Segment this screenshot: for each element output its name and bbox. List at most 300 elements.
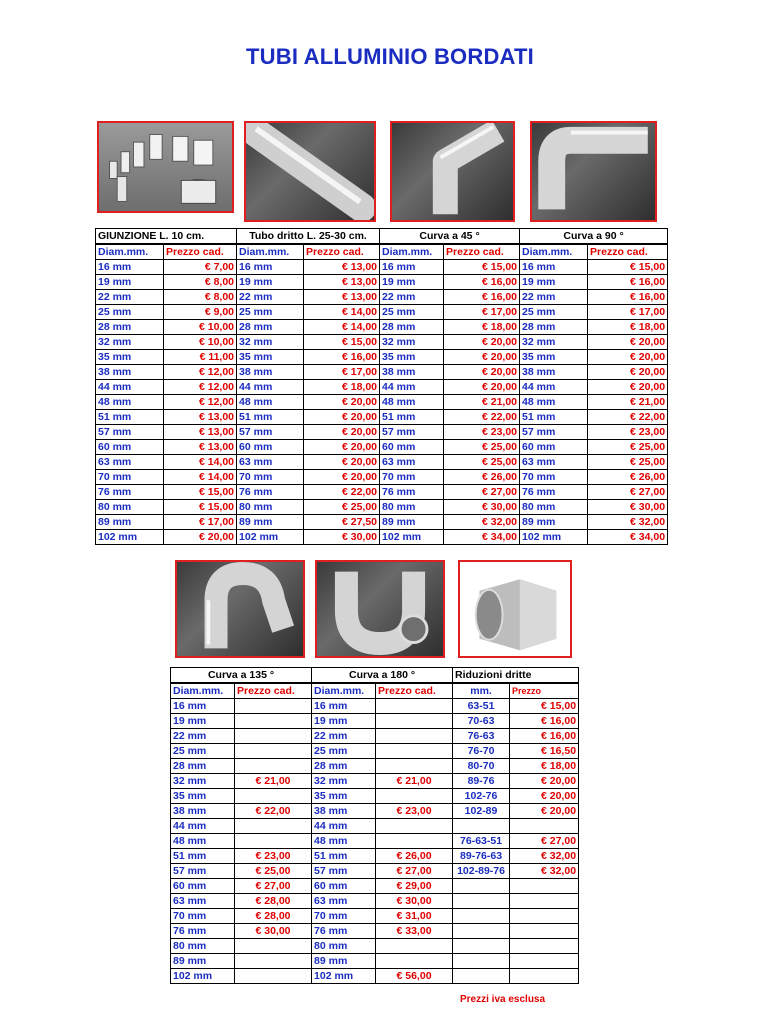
price-cell: € 18,00 xyxy=(444,320,520,335)
subheader-diam: Diam.mm. xyxy=(237,244,304,260)
price-cell: € 20,00 xyxy=(444,380,520,395)
diameter-cell: 19 mm xyxy=(237,275,304,290)
diameter-cell: 57 mm xyxy=(380,425,444,440)
price-cell: € 26,00 xyxy=(444,470,520,485)
price-cell: € 20,00 xyxy=(304,395,380,410)
price-cell xyxy=(235,789,312,804)
reduction-size-cell: 102-76 xyxy=(453,789,510,804)
price-cell: € 15,00 xyxy=(588,260,668,275)
reduction-price-cell: € 15,00 xyxy=(510,699,579,714)
diameter-cell: 48 mm xyxy=(171,834,235,849)
diameter-cell: 80 mm xyxy=(312,939,376,954)
reduction-size-cell: 102-89-76 xyxy=(453,864,510,879)
table-row xyxy=(171,714,579,729)
price-cell xyxy=(235,939,312,954)
price-cell xyxy=(235,834,312,849)
table-row xyxy=(171,699,579,714)
vat-note: Prezzi iva esclusa xyxy=(460,994,546,1005)
reduction-price-cell xyxy=(510,924,579,939)
diameter-cell: 25 mm xyxy=(312,744,376,759)
diameter-cell: 102 mm xyxy=(520,530,588,545)
price-cell: € 11,00 xyxy=(164,350,237,365)
price-cell xyxy=(376,759,453,774)
diameter-cell: 25 mm xyxy=(171,744,235,759)
subheader-price: Prezzo cad. xyxy=(235,683,312,699)
reduction-price-cell: € 20,00 xyxy=(510,774,579,789)
price-cell: € 26,00 xyxy=(376,849,453,864)
price-cell xyxy=(376,819,453,834)
table-row xyxy=(171,774,579,789)
table-row xyxy=(96,275,668,290)
diameter-cell: 16 mm xyxy=(380,260,444,275)
subheader-price: Prezzo cad. xyxy=(304,244,380,260)
diameter-cell: 102 mm xyxy=(380,530,444,545)
diameter-cell: 76 mm xyxy=(312,924,376,939)
price-cell: € 13,00 xyxy=(164,440,237,455)
price-cell: € 21,00 xyxy=(235,774,312,789)
price-cell xyxy=(235,729,312,744)
diameter-cell: 32 mm xyxy=(312,774,376,789)
reduction-size-cell xyxy=(453,819,510,834)
reduction-price-cell xyxy=(510,954,579,969)
reduction-size-cell: 63-51 xyxy=(453,699,510,714)
price-cell xyxy=(235,759,312,774)
price-cell xyxy=(235,819,312,834)
price-cell xyxy=(235,714,312,729)
diameter-cell: 38 mm xyxy=(171,804,235,819)
table-row xyxy=(96,485,668,500)
price-cell: € 13,00 xyxy=(304,275,380,290)
diameter-cell: 48 mm xyxy=(380,395,444,410)
price-cell xyxy=(376,789,453,804)
table-row xyxy=(96,500,668,515)
diameter-cell: 48 mm xyxy=(237,395,304,410)
diameter-cell: 76 mm xyxy=(96,485,164,500)
diameter-cell: 25 mm xyxy=(237,305,304,320)
diameter-cell: 60 mm xyxy=(237,440,304,455)
diameter-cell: 57 mm xyxy=(237,425,304,440)
diameter-cell: 63 mm xyxy=(312,894,376,909)
price-cell: € 30,00 xyxy=(235,924,312,939)
diameter-cell: 16 mm xyxy=(171,699,235,714)
subheader-diam: Diam.mm. xyxy=(380,244,444,260)
table-row xyxy=(96,410,668,425)
diameter-cell: 48 mm xyxy=(96,395,164,410)
diameter-cell: 63 mm xyxy=(380,455,444,470)
price-cell: € 26,00 xyxy=(588,470,668,485)
reduction-size-cell: 70-63 xyxy=(453,714,510,729)
price-cell: € 27,00 xyxy=(444,485,520,500)
diameter-cell: 38 mm xyxy=(237,365,304,380)
diameter-cell: 38 mm xyxy=(312,804,376,819)
table-row xyxy=(96,440,668,455)
price-cell: € 14,00 xyxy=(164,470,237,485)
price-cell: € 20,00 xyxy=(164,530,237,545)
price-cell: € 16,00 xyxy=(588,290,668,305)
photo-riduzione xyxy=(458,560,572,658)
diameter-cell: 22 mm xyxy=(237,290,304,305)
reduction-size-cell xyxy=(453,924,510,939)
diameter-cell: 76 mm xyxy=(380,485,444,500)
table-row xyxy=(96,515,668,530)
diameter-cell: 22 mm xyxy=(171,729,235,744)
price-cell: € 12,00 xyxy=(164,380,237,395)
reduction-size-cell xyxy=(453,969,510,984)
diameter-cell: 19 mm xyxy=(520,275,588,290)
subheader-mm: mm. xyxy=(453,683,510,699)
price-cell xyxy=(376,699,453,714)
price-table-bottom xyxy=(170,667,579,984)
price-cell xyxy=(376,714,453,729)
price-cell: € 17,00 xyxy=(304,365,380,380)
price-cell: € 20,00 xyxy=(444,350,520,365)
diameter-cell: 16 mm xyxy=(520,260,588,275)
reduction-size-cell: 76-70 xyxy=(453,744,510,759)
price-cell: € 20,00 xyxy=(304,425,380,440)
diameter-cell: 32 mm xyxy=(96,335,164,350)
diameter-cell: 38 mm xyxy=(96,365,164,380)
reduction-price-cell: € 18,00 xyxy=(510,759,579,774)
price-cell: € 18,00 xyxy=(304,380,380,395)
diameter-cell: 80 mm xyxy=(96,500,164,515)
table-row xyxy=(96,365,668,380)
diameter-cell: 80 mm xyxy=(520,500,588,515)
subheader-diam: Diam.mm. xyxy=(312,683,376,699)
price-cell: € 34,00 xyxy=(588,530,668,545)
price-cell: € 22,00 xyxy=(444,410,520,425)
diameter-cell: 44 mm xyxy=(237,380,304,395)
price-cell: € 20,00 xyxy=(444,335,520,350)
diameter-cell: 63 mm xyxy=(171,894,235,909)
diameter-cell: 44 mm xyxy=(96,380,164,395)
diameter-cell: 28 mm xyxy=(96,320,164,335)
diameter-cell: 57 mm xyxy=(96,425,164,440)
price-cell: € 31,00 xyxy=(376,909,453,924)
header-curva-135: Curva a 135 ° xyxy=(171,668,312,684)
price-cell: € 27,50 xyxy=(304,515,380,530)
diameter-cell: 28 mm xyxy=(520,320,588,335)
price-cell: € 20,00 xyxy=(304,455,380,470)
header-curva-90: Curva a 90 ° xyxy=(520,229,668,245)
reduction-price-cell xyxy=(510,969,579,984)
price-cell: € 32,00 xyxy=(444,515,520,530)
price-cell: € 14,00 xyxy=(304,305,380,320)
price-cell xyxy=(376,939,453,954)
table-row xyxy=(171,759,579,774)
table-row xyxy=(171,819,579,834)
price-cell: € 21,00 xyxy=(376,774,453,789)
table-row xyxy=(171,969,579,984)
diameter-cell: 48 mm xyxy=(520,395,588,410)
price-cell: € 8,00 xyxy=(164,290,237,305)
price-cell xyxy=(376,834,453,849)
price-cell xyxy=(376,744,453,759)
table-row xyxy=(96,425,668,440)
price-cell: € 33,00 xyxy=(376,924,453,939)
price-cell: € 29,00 xyxy=(376,879,453,894)
photo-curva-45 xyxy=(390,121,515,222)
price-cell: € 20,00 xyxy=(444,365,520,380)
diameter-cell: 16 mm xyxy=(96,260,164,275)
price-cell: € 10,00 xyxy=(164,335,237,350)
price-cell: € 13,00 xyxy=(304,260,380,275)
price-cell: € 20,00 xyxy=(304,470,380,485)
price-cell: € 17,00 xyxy=(444,305,520,320)
diameter-cell: 19 mm xyxy=(96,275,164,290)
reduction-size-cell xyxy=(453,894,510,909)
diameter-cell: 57 mm xyxy=(312,864,376,879)
table-row xyxy=(96,335,668,350)
subheader-price: Prezzo cad. xyxy=(444,244,520,260)
diameter-cell: 19 mm xyxy=(171,714,235,729)
subheader-diam: Diam.mm. xyxy=(96,244,164,260)
diameter-cell: 32 mm xyxy=(237,335,304,350)
table-row xyxy=(171,789,579,804)
diameter-cell: 102 mm xyxy=(312,969,376,984)
price-cell: € 16,00 xyxy=(588,275,668,290)
price-cell: € 20,00 xyxy=(588,350,668,365)
photo-tubo-dritto xyxy=(244,121,376,222)
header-riduzioni: Riduzioni dritte xyxy=(453,668,579,684)
table-row xyxy=(171,804,579,819)
diameter-cell: 22 mm xyxy=(520,290,588,305)
table-row xyxy=(96,380,668,395)
diameter-cell: 102 mm xyxy=(171,969,235,984)
table-row xyxy=(171,834,579,849)
diameter-cell: 89 mm xyxy=(237,515,304,530)
reduction-size-cell: 76-63-51 xyxy=(453,834,510,849)
diameter-cell: 89 mm xyxy=(96,515,164,530)
reduction-price-cell xyxy=(510,894,579,909)
reduction-size-cell: 76-63 xyxy=(453,729,510,744)
table-row xyxy=(171,939,579,954)
table-row xyxy=(171,864,579,879)
price-cell: € 25,00 xyxy=(588,440,668,455)
price-cell: € 25,00 xyxy=(444,455,520,470)
price-cell: € 30,00 xyxy=(444,500,520,515)
header-giunzione: GIUNZIONE L. 10 cm. xyxy=(96,229,237,245)
table-row xyxy=(171,849,579,864)
diameter-cell: 35 mm xyxy=(237,350,304,365)
price-cell: € 10,00 xyxy=(164,320,237,335)
reduction-price-cell: € 32,00 xyxy=(510,864,579,879)
header-curva-180: Curva a 180 ° xyxy=(312,668,453,684)
photo-curva-90 xyxy=(530,121,657,222)
diameter-cell: 63 mm xyxy=(237,455,304,470)
diameter-cell: 80 mm xyxy=(380,500,444,515)
price-cell: € 20,00 xyxy=(588,335,668,350)
price-cell: € 15,00 xyxy=(164,500,237,515)
diameter-cell: 35 mm xyxy=(171,789,235,804)
diameter-cell: 22 mm xyxy=(380,290,444,305)
diameter-cell: 63 mm xyxy=(96,455,164,470)
table-row xyxy=(96,320,668,335)
diameter-cell: 16 mm xyxy=(312,699,376,714)
price-cell: € 18,00 xyxy=(588,320,668,335)
diameter-cell: 38 mm xyxy=(520,365,588,380)
diameter-cell: 57 mm xyxy=(171,864,235,879)
price-cell: € 34,00 xyxy=(444,530,520,545)
price-cell: € 9,00 xyxy=(164,305,237,320)
diameter-cell: 60 mm xyxy=(520,440,588,455)
diameter-cell: 28 mm xyxy=(312,759,376,774)
price-cell: € 21,00 xyxy=(444,395,520,410)
price-cell: € 20,00 xyxy=(588,365,668,380)
diameter-cell: 70 mm xyxy=(237,470,304,485)
diameter-cell: 89 mm xyxy=(520,515,588,530)
diameter-cell: 89 mm xyxy=(312,954,376,969)
reduction-size-cell: 102-89 xyxy=(453,804,510,819)
reduction-price-cell: € 16,50 xyxy=(510,744,579,759)
table-row xyxy=(96,305,668,320)
reduction-size-cell: 80-70 xyxy=(453,759,510,774)
photo-curva-135 xyxy=(175,560,305,658)
subheader-diam: Diam.mm. xyxy=(171,683,235,699)
price-cell: € 12,00 xyxy=(164,395,237,410)
diameter-cell: 70 mm xyxy=(380,470,444,485)
price-cell xyxy=(235,744,312,759)
diameter-cell: 89 mm xyxy=(380,515,444,530)
price-cell: € 15,00 xyxy=(304,335,380,350)
reduction-size-cell: 89-76-63 xyxy=(453,849,510,864)
diameter-cell: 28 mm xyxy=(171,759,235,774)
reduction-price-cell xyxy=(510,879,579,894)
price-table-top xyxy=(95,228,668,545)
price-cell: € 27,00 xyxy=(588,485,668,500)
price-cell xyxy=(376,729,453,744)
diameter-cell: 70 mm xyxy=(520,470,588,485)
reduction-size-cell xyxy=(453,879,510,894)
diameter-cell: 76 mm xyxy=(520,485,588,500)
diameter-cell: 57 mm xyxy=(520,425,588,440)
diameter-cell: 22 mm xyxy=(312,729,376,744)
subheader-price: Prezzo cad. xyxy=(376,683,453,699)
diameter-cell: 76 mm xyxy=(237,485,304,500)
table-row xyxy=(171,924,579,939)
table-row xyxy=(171,729,579,744)
diameter-cell: 44 mm xyxy=(312,819,376,834)
table-row xyxy=(171,879,579,894)
diameter-cell: 32 mm xyxy=(520,335,588,350)
diameter-cell: 32 mm xyxy=(380,335,444,350)
diameter-cell: 51 mm xyxy=(96,410,164,425)
price-cell: € 20,00 xyxy=(304,440,380,455)
price-cell xyxy=(235,969,312,984)
table-row xyxy=(96,260,668,275)
price-cell: € 23,00 xyxy=(444,425,520,440)
reduction-price-cell xyxy=(510,939,579,954)
price-cell: € 21,00 xyxy=(588,395,668,410)
table-row xyxy=(96,455,668,470)
diameter-cell: 70 mm xyxy=(96,470,164,485)
table-row xyxy=(96,530,668,545)
reduction-size-cell xyxy=(453,954,510,969)
reduction-price-cell: € 16,00 xyxy=(510,729,579,744)
price-cell: € 17,00 xyxy=(164,515,237,530)
price-cell: € 28,00 xyxy=(235,909,312,924)
price-cell: € 22,00 xyxy=(588,410,668,425)
price-cell: € 15,00 xyxy=(444,260,520,275)
diameter-cell: 51 mm xyxy=(380,410,444,425)
table-row xyxy=(171,894,579,909)
price-cell xyxy=(235,954,312,969)
diameter-cell: 35 mm xyxy=(520,350,588,365)
price-cell: € 17,00 xyxy=(588,305,668,320)
subheader-prezzo: Prezzo xyxy=(510,683,579,699)
price-cell: € 32,00 xyxy=(588,515,668,530)
diameter-cell: 35 mm xyxy=(312,789,376,804)
diameter-cell: 60 mm xyxy=(171,879,235,894)
table-row xyxy=(96,470,668,485)
diameter-cell: 80 mm xyxy=(171,939,235,954)
price-cell: € 25,00 xyxy=(444,440,520,455)
price-cell: € 30,00 xyxy=(588,500,668,515)
diameter-cell: 51 mm xyxy=(171,849,235,864)
diameter-cell: 16 mm xyxy=(237,260,304,275)
diameter-cell: 44 mm xyxy=(171,819,235,834)
price-cell: € 15,00 xyxy=(164,485,237,500)
reduction-price-cell: € 32,00 xyxy=(510,849,579,864)
price-cell: € 28,00 xyxy=(235,894,312,909)
price-cell: € 30,00 xyxy=(376,894,453,909)
diameter-cell: 102 mm xyxy=(237,530,304,545)
table-row xyxy=(171,954,579,969)
price-cell: € 25,00 xyxy=(235,864,312,879)
price-cell: € 23,00 xyxy=(235,849,312,864)
diameter-cell: 44 mm xyxy=(520,380,588,395)
reduction-size-cell xyxy=(453,939,510,954)
reduction-price-cell: € 20,00 xyxy=(510,789,579,804)
price-cell: € 7,00 xyxy=(164,260,237,275)
diameter-cell: 102 mm xyxy=(96,530,164,545)
table-row xyxy=(96,290,668,305)
price-cell: € 13,00 xyxy=(304,290,380,305)
price-cell: € 20,00 xyxy=(588,380,668,395)
price-cell: € 22,00 xyxy=(235,804,312,819)
diameter-cell: 70 mm xyxy=(312,909,376,924)
header-tubo-dritto: Tubo dritto L. 25-30 cm. xyxy=(237,229,380,245)
price-cell: € 22,00 xyxy=(304,485,380,500)
diameter-cell: 51 mm xyxy=(520,410,588,425)
diameter-cell: 70 mm xyxy=(171,909,235,924)
diameter-cell: 32 mm xyxy=(171,774,235,789)
diameter-cell: 48 mm xyxy=(312,834,376,849)
price-cell: € 20,00 xyxy=(304,410,380,425)
photo-curva-180 xyxy=(315,560,445,658)
diameter-cell: 28 mm xyxy=(380,320,444,335)
diameter-cell: 63 mm xyxy=(520,455,588,470)
price-cell: € 13,00 xyxy=(164,425,237,440)
table-row xyxy=(96,395,668,410)
price-cell: € 25,00 xyxy=(588,455,668,470)
price-cell: € 16,00 xyxy=(444,275,520,290)
subheader-price: Prezzo cad. xyxy=(588,244,668,260)
subheader-price: Prezzo cad. xyxy=(164,244,237,260)
table-row xyxy=(171,744,579,759)
reduction-price-cell: € 16,00 xyxy=(510,714,579,729)
price-cell xyxy=(235,699,312,714)
page-title: TUBI ALLUMINIO BORDATI xyxy=(246,44,534,69)
reduction-size-cell: 89-76 xyxy=(453,774,510,789)
diameter-cell: 25 mm xyxy=(520,305,588,320)
diameter-cell: 60 mm xyxy=(96,440,164,455)
reduction-price-cell: € 20,00 xyxy=(510,804,579,819)
diameter-cell: 80 mm xyxy=(237,500,304,515)
diameter-cell: 60 mm xyxy=(380,440,444,455)
diameter-cell: 25 mm xyxy=(96,305,164,320)
price-cell: € 13,00 xyxy=(164,410,237,425)
diameter-cell: 51 mm xyxy=(237,410,304,425)
